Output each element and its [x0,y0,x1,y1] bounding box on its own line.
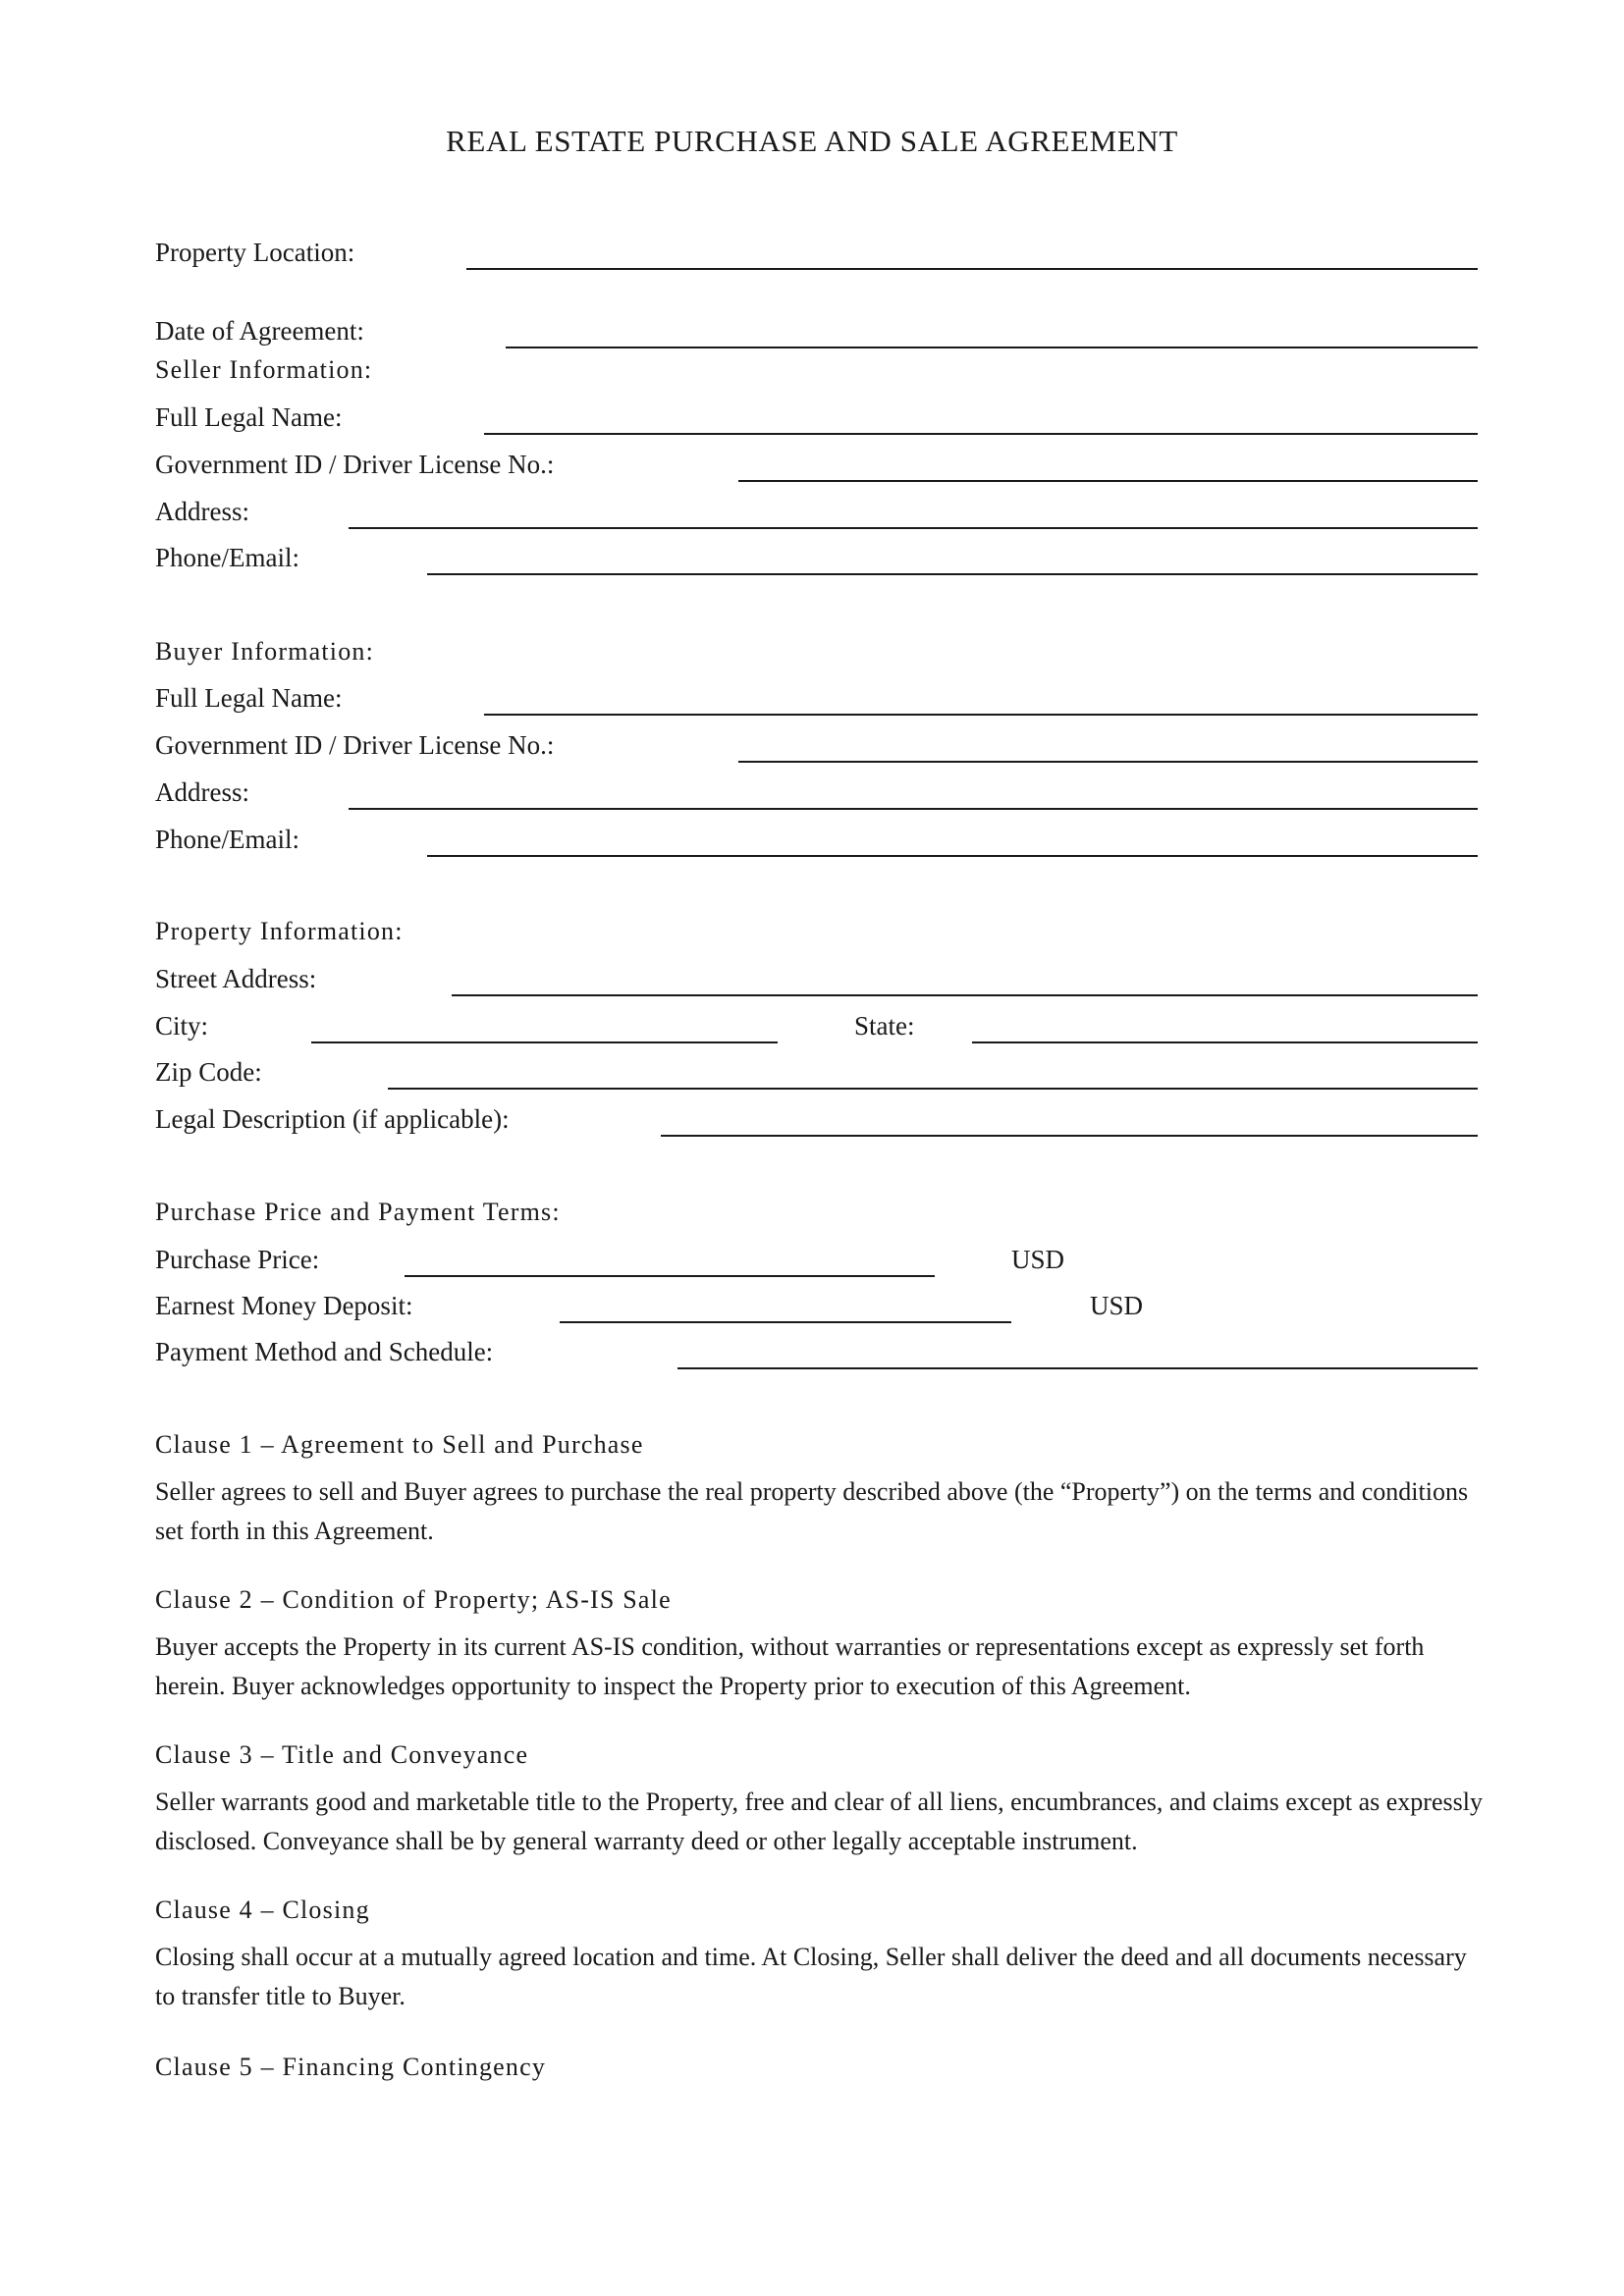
clause-4-heading: Clause 4 – Closing [155,1896,370,1924]
clause-4-body: Closing shall occur at a mutually agreed location and time. At Closing, Seller shall deliver the deed and all documents necessary to transfer title to Buyer. [155,1943,1467,2010]
city-label: City: [155,1011,209,1041]
seller-gov-id-label: Government ID / Driver License No.: [155,450,555,479]
seller-section-heading: Seller Information: [155,355,373,384]
earnest-money-label: Earnest Money Deposit: [155,1291,413,1320]
clause-1-heading: Clause 1 – Agreement to Sell and Purchase [155,1430,644,1459]
seller-address-field[interactable] [349,527,1478,529]
date-of-agreement-field[interactable] [506,347,1478,348]
clause-2-heading: Clause 2 – Condition of Property; AS-IS Sale [155,1585,672,1614]
seller-gov-id-field[interactable] [738,480,1478,482]
buyer-full-name-field[interactable] [484,714,1478,716]
earnest-money-currency: USD [1090,1291,1144,1320]
seller-address-label: Address: [155,497,249,526]
clause-2-body: Buyer accepts the Property in its current AS-IS condition, without warranties or representations except as expressly set forth herein. Buyer acknowledges opportunity to inspect the Property prior to execution of this Agreement. [155,1632,1425,1700]
earnest-money-field[interactable] [560,1321,1011,1323]
city-field[interactable] [311,1041,778,1043]
property-location-field[interactable] [466,268,1478,270]
clause-5-heading: Clause 5 – Financing Contingency [155,2053,547,2081]
buyer-address-label: Address: [155,777,249,807]
street-address-field[interactable] [452,994,1478,996]
buyer-gov-id-label: Government ID / Driver License No.: [155,730,555,760]
property-location-label: Property Location: [155,238,355,267]
legal-description-label: Legal Description (if applicable): [155,1104,510,1134]
payment-method-field[interactable] [677,1367,1478,1369]
state-label: State: [854,1011,915,1041]
document-title: REAL ESTATE PURCHASE AND SALE AGREEMENT [446,124,1178,158]
buyer-phone-email-field[interactable] [427,855,1478,857]
buyer-gov-id-field[interactable] [738,761,1478,763]
legal-description-field[interactable] [661,1135,1478,1137]
zip-code-field[interactable] [388,1088,1478,1090]
seller-full-name-label: Full Legal Name: [155,402,343,432]
buyer-section-heading: Buyer Information: [155,637,375,666]
seller-phone-email-field[interactable] [427,573,1478,575]
zip-code-label: Zip Code: [155,1057,262,1087]
street-address-label: Street Address: [155,964,317,993]
buyer-full-name-label: Full Legal Name: [155,683,343,713]
seller-full-name-field[interactable] [484,433,1478,435]
purchase-price-currency: USD [1011,1245,1065,1274]
property-section-heading: Property Information: [155,917,404,945]
clause-3-body: Seller warrants good and marketable title to the Property, free and clear of all liens, encumbrances, and claims except as expressly disclosed. Conveyance shall be by general warranty deed or other legally acceptable instrument. [155,1788,1483,1855]
buyer-address-field[interactable] [349,808,1478,810]
seller-phone-email-label: Phone/Email: [155,543,299,572]
purchase-price-label: Purchase Price: [155,1245,320,1274]
clause-3-heading: Clause 3 – Title and Conveyance [155,1740,529,1769]
payment-section-heading: Purchase Price and Payment Terms: [155,1198,561,1226]
purchase-price-field[interactable] [405,1275,935,1277]
date-of-agreement-label: Date of Agreement: [155,316,364,346]
buyer-phone-email-label: Phone/Email: [155,825,299,854]
payment-method-label: Payment Method and Schedule: [155,1337,494,1366]
state-field[interactable] [972,1041,1478,1043]
clause-1-body: Seller agrees to sell and Buyer agrees to purchase the real property described above (the “Property”) on the terms and conditions set forth in this Agreement. [155,1477,1469,1545]
